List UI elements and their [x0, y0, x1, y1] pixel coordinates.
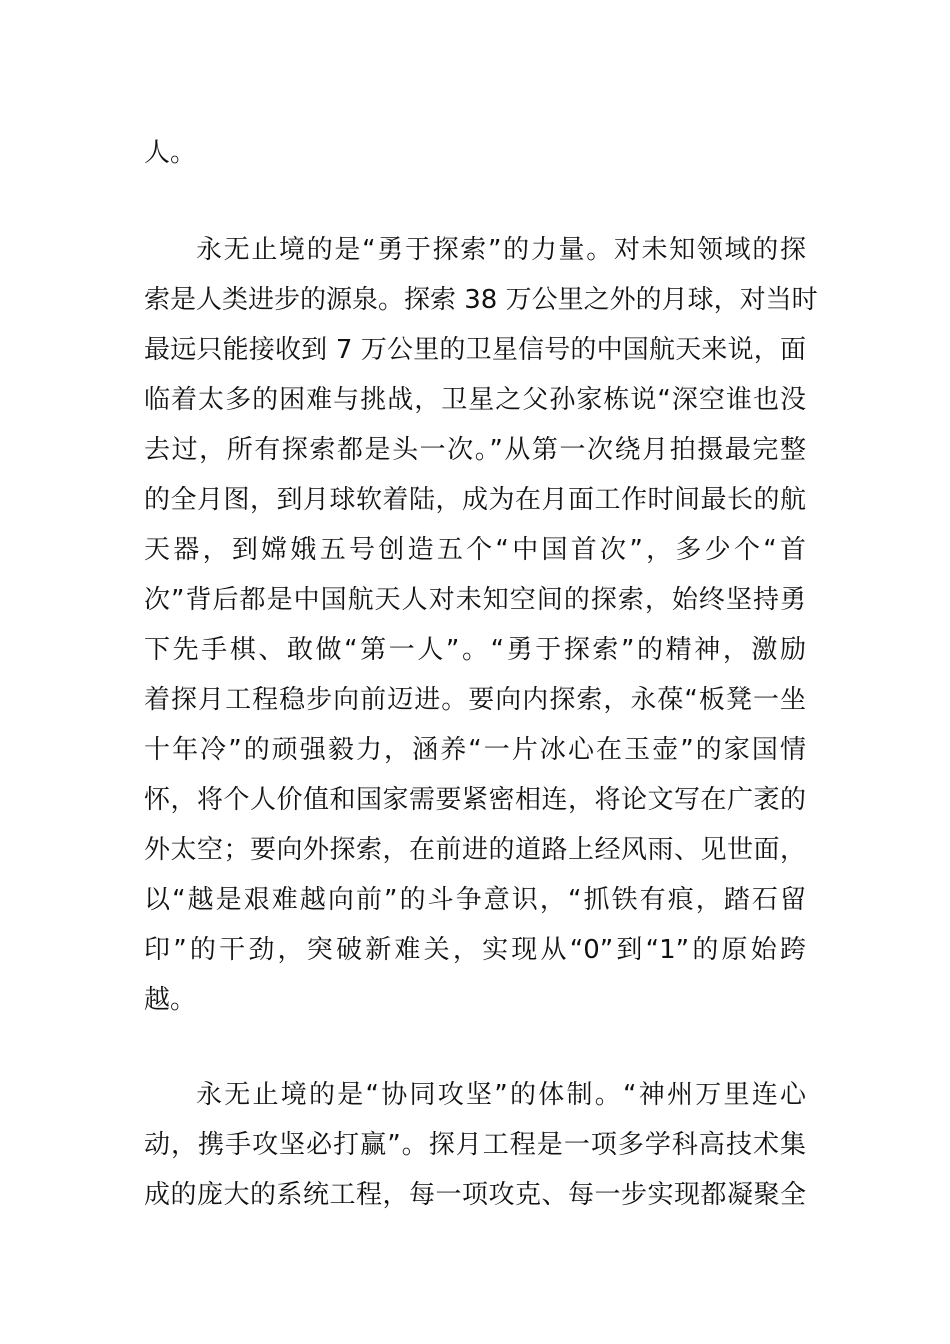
paragraph-line: 动，携手攻坚必打赢”。探月工程是一项多学科高技术集 [144, 1130, 806, 1160]
paragraph-first-line: 永无止境的是“勇于探索”的力量。对未知领域的探 [196, 235, 806, 265]
paragraph-line: 去过，所有探索都是头一次。”从第一次绕月拍摄最完整 [144, 435, 806, 465]
paragraph-line: 天器，到嫦娥五号创造五个“中国首次”，多少个“首 [144, 535, 806, 565]
paragraph-line: 着探月工程稳步向前迈进。要向内探索，永葆“板凳一坐 [144, 685, 806, 715]
paragraph-line: 人。 [144, 138, 197, 168]
paragraph-line: 以“越是艰难越向前”的斗争意识，“抓铁有痕，踏石留 [144, 885, 806, 915]
paragraph-line: 成的庞大的系统工程，每一项攻克、每一步实现都凝聚全 [144, 1180, 806, 1210]
paragraph-line: 十年冷”的顽强毅力，涵养“一片冰心在玉壶”的家国情 [144, 735, 806, 765]
paragraph-first-line: 永无止境的是“协同攻坚”的体制。“神州万里连心 [196, 1080, 806, 1110]
paragraph-line: 次”背后都是中国航天人对未知空间的探索，始终坚持勇 [144, 585, 806, 615]
paragraph-line: 下先手棋、敢做“第一人”。“勇于探索”的精神，激励 [144, 635, 806, 665]
paragraph-line: 外太空；要向外探索，在前进的道路上经风雨、见世面， [144, 835, 806, 865]
paragraph-line: 最远只能接收到 7 万公里的卫星信号的中国航天来说，面 [144, 335, 806, 365]
paragraph-line: 怀，将个人价值和国家需要紧密相连，将论文写在广袤的 [144, 785, 806, 815]
paragraph-line: 索是人类进步的源泉。探索 38 万公里之外的月球，对当时 [144, 285, 818, 315]
paragraph-line: 临着太多的困难与挑战，卫星之父孙家栋说“深空谁也没 [144, 385, 806, 415]
paragraph-line: 印”的干劲，突破新难关，实现从“0”到“1”的原始跨 [144, 935, 806, 965]
paragraph-last-line: 越。 [144, 985, 197, 1015]
paragraph-line: 的全月图，到月球软着陆，成为在月面工作时间最长的航 [144, 485, 806, 515]
